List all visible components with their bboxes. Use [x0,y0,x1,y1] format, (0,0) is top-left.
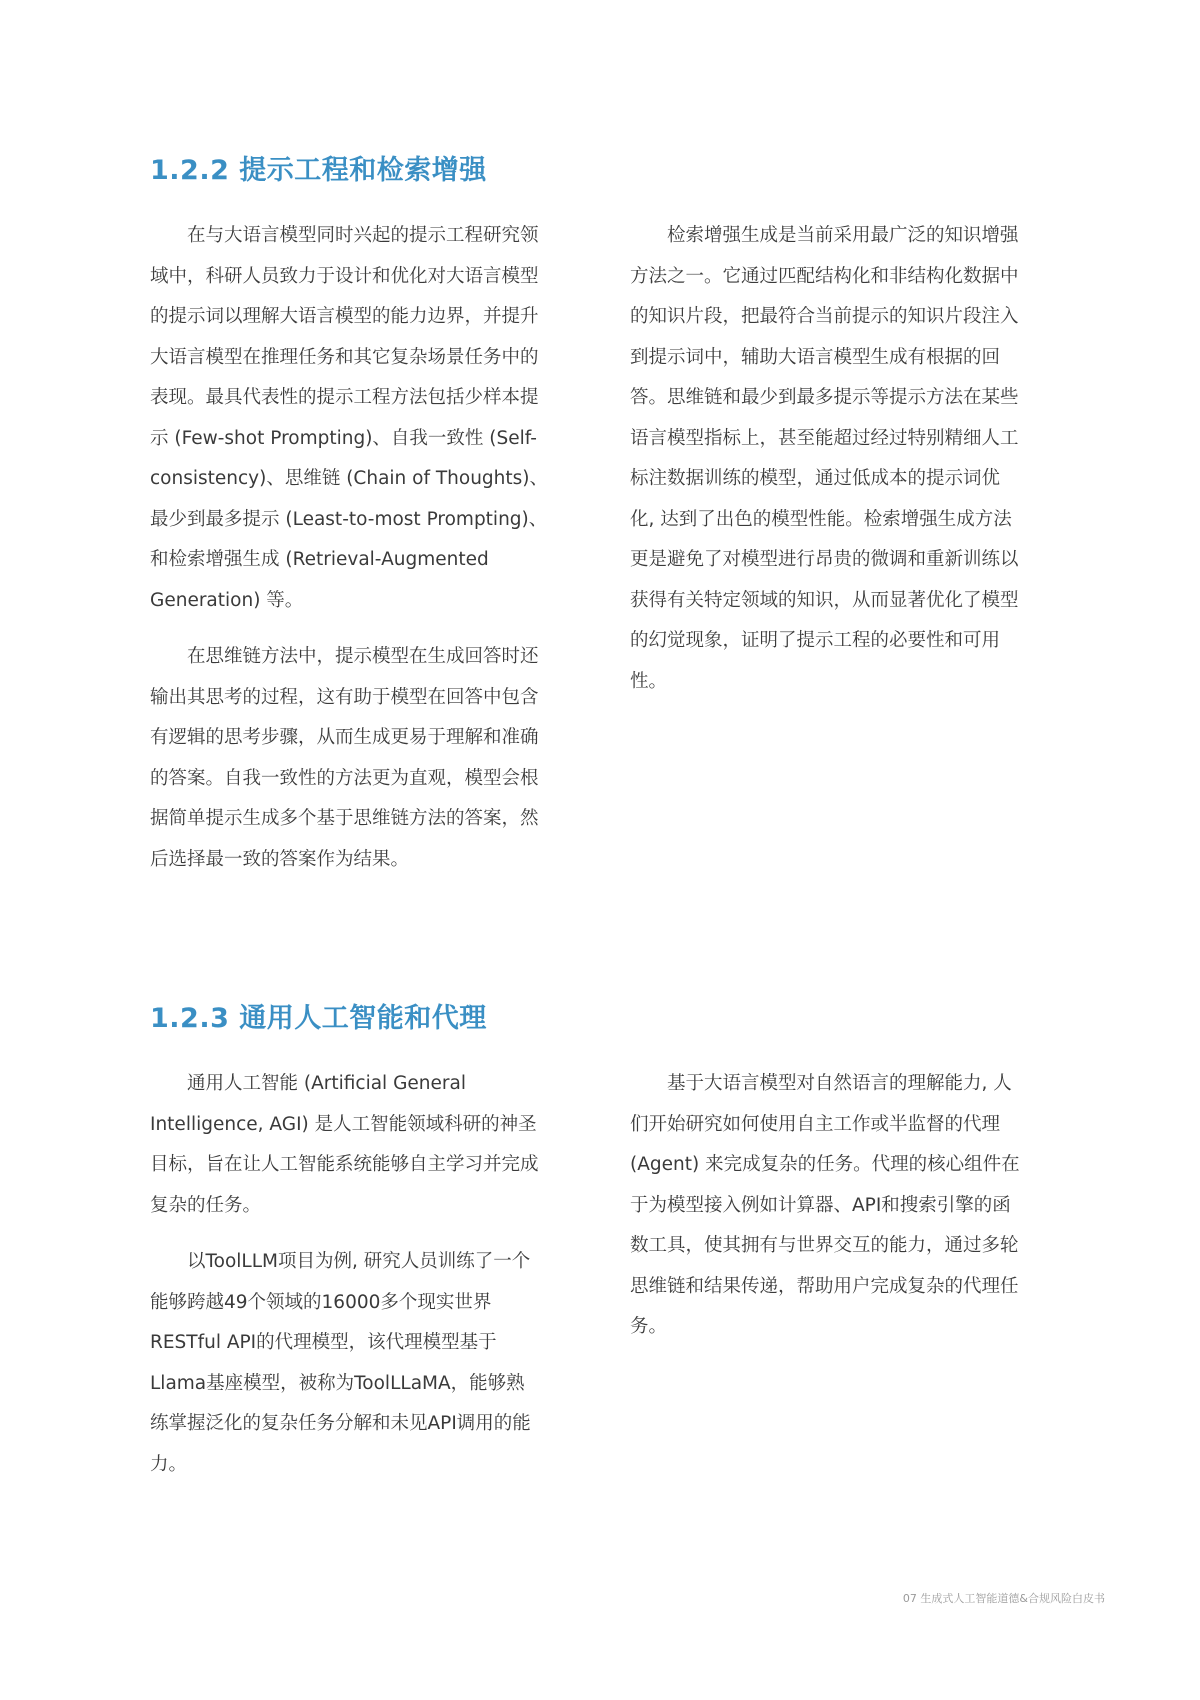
text-line: 域中，科研人员致力于设计和优化对大语言模型 [150,265,539,287]
section2-right-column [630,1064,1055,1364]
paragraph [150,1064,575,1226]
text-line: 有逻辑的思考步骤，从而生成更易于理解和准确 [150,727,539,748]
text-line: Llama基座模型，被称为ToolLLaMA，能够熟 [150,1372,525,1394]
text-line: 语言模型指标上，甚至能超过经过特别精细人工 [630,427,1019,449]
text-line: 标注数据训练的模型，通过低成本的提示词优 [630,468,1001,489]
text-line: 在思维链方法中，提示模型在生成回答时还 [150,646,539,667]
text-line: 据简单提示生成多个基于思维链方法的答案，然 [150,808,539,829]
text-line: 最少到最多提示 (Least-to-most Prompting)、 [150,508,548,530]
text-line: 练掌握泛化的复杂任务分解和未见API调用的能 [150,1413,531,1434]
section2-left-column [150,1064,575,1501]
paragraph [150,1242,575,1485]
paragraph [150,216,575,621]
text-line: 性。 [630,670,668,692]
page-footer: 07 生成式人工智能道德&合规风险白皮书 [902,1592,1105,1605]
text-line: 基于大语言模型对自然语言的理解能力, 人 [630,1073,1012,1094]
text-line: 思维链和结果传递，帮助用户完成复杂的代理任 [630,1275,1019,1297]
text-line: 于为模型接入例如计算器、API和搜索引擎的函 [630,1194,1011,1216]
text-line: 数工具，使其拥有与世界交互的能力，通过多轮 [630,1235,1019,1256]
paragraph [150,637,575,880]
text-line: 的提示词以理解大语言模型的能力边界，并提升 [150,306,539,327]
text-line: 化, 达到了出色的模型性能。检索增强生成方法 [630,508,1012,530]
text-line: 答。思维链和最少到最多提示等提示方法在某些 [630,387,1019,408]
text-line: (Agent) 来完成复杂的任务。代理的核心组件在 [630,1154,1020,1175]
text-line: 复杂的任务。 [150,1194,262,1216]
text-line: 更是避免了对模型进行昂贵的微调和重新训练以 [630,549,1019,570]
text-line: 到提示词中，辅助大语言模型生成有根据的回 [630,346,1001,368]
text-line: 力。 [150,1453,188,1475]
text-line: 方法之一。它通过匹配结构化和非结构化数据中 [630,265,1019,287]
text-line: 输出其思考的过程，这有助于模型在回答中包含 [150,686,539,708]
text-line: 在与大语言模型同时兴起的提示工程研究领 [150,225,539,246]
text-line: 能够跨越49个领域的16000多个现实世界 [150,1291,492,1313]
text-line: 通用人工智能 (Artificial General [150,1073,466,1094]
section-heading-1-2-2: 1.2.2 提示工程和检索增强 [150,155,487,186]
text-line: 们开始研究如何使用自主工作或半监督的代理 [630,1113,1001,1135]
text-line: 获得有关特定领域的知识，从而显著优化了模型 [630,589,1019,611]
text-line: 务。 [630,1316,668,1337]
text-line: 和检索增强生成 (Retrieval-Augmented [150,549,489,570]
text-line: 表现。最具代表性的提示工程方法包括少样本提 [150,387,539,408]
section1-right-column [630,216,1055,718]
text-line: 检索增强生成是当前采用最广泛的知识增强 [630,225,1019,246]
text-line: 的幻觉现象，证明了提示工程的必要性和可用 [630,630,1001,651]
text-line: 的答案。自我一致性的方法更为直观，模型会根 [150,767,539,789]
text-line: Generation) 等。 [150,589,304,611]
text-line: 后选择最一致的答案作为结果。 [150,848,410,870]
section-heading-1-2-3: 1.2.3 通用人工智能和代理 [150,1003,487,1034]
section1-left-column [150,216,575,896]
paragraph [630,1064,1055,1348]
text-line: 的知识片段，把最符合当前提示的知识片段注入 [630,306,1019,327]
text-line: Intelligence, AGI) 是人工智能领域科研的神圣 [150,1113,537,1135]
text-line: 目标，旨在让人工智能系统能够自主学习并完成 [150,1154,539,1175]
paragraph [630,216,1055,702]
text-line: 以ToolLLM项目为例, 研究人员训练了一个 [150,1251,531,1272]
text-line: RESTful API的代理模型，该代理模型基于 [150,1332,497,1353]
text-line: 示 (Few-shot Prompting)、自我一致性 (Self- [150,427,537,449]
text-line: 大语言模型在推理任务和其它复杂场景任务中的 [150,346,539,368]
text-line: consistency)、思维链 (Chain of Thoughts)、 [150,468,549,489]
